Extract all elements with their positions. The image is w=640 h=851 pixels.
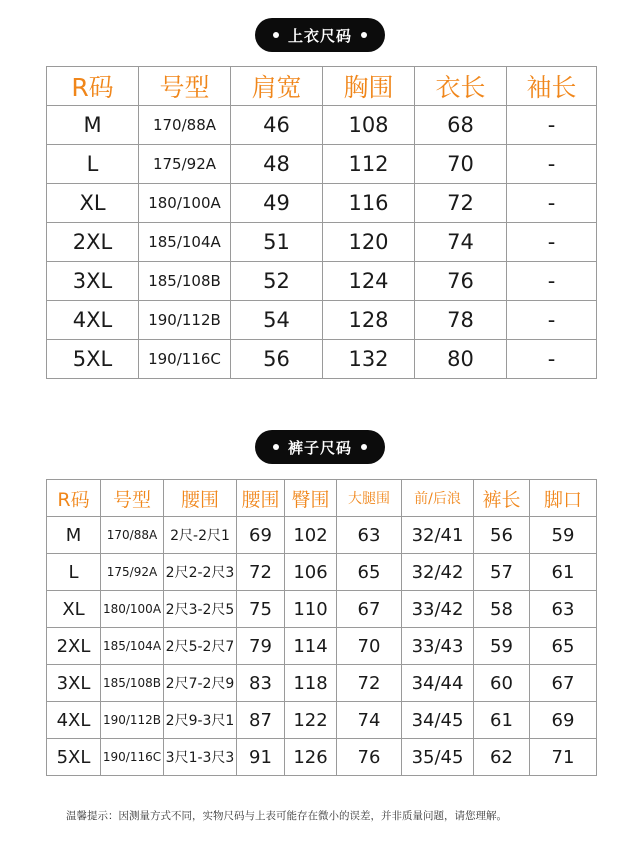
pants-size-header-cell: 前/后浪 (402, 480, 474, 517)
pants-size-cell: 122 (285, 702, 337, 739)
table-row (47, 554, 597, 591)
top-size-cell: 128 (323, 301, 415, 340)
pants-size-cell: 2尺3-2尺5 (164, 591, 237, 628)
top-size-cell: 80 (415, 340, 507, 379)
top-size-header-row (47, 67, 597, 106)
top-size-cell: - (507, 340, 597, 379)
pants-size-cell: 102 (285, 517, 337, 554)
top-size-cell: 170/88A (139, 106, 231, 145)
pants-size-cell: 34/45 (402, 702, 474, 739)
pants-size-cell: L (47, 554, 101, 591)
top-size-cell: 112 (323, 145, 415, 184)
pants-size-cell: 56 (474, 517, 530, 554)
pants-size-cell: 185/108B (101, 665, 164, 702)
pants-size-cell: 2XL (47, 628, 101, 665)
pants-size-cell: 61 (474, 702, 530, 739)
pants-size-cell: 32/41 (402, 517, 474, 554)
pants-size-cell: 34/44 (402, 665, 474, 702)
pants-size-cell: 110 (285, 591, 337, 628)
top-size-cell: 70 (415, 145, 507, 184)
pants-size-header-cell: 脚口 (530, 480, 597, 517)
top-size-cell: L (47, 145, 139, 184)
top-size-cell: 4XL (47, 301, 139, 340)
footnote-text: 温馨提示：因测量方式不同，实物尺码与上表可能存在微小的误差，并非质量问题，请您理解。 (66, 810, 507, 822)
top-size-cell: 74 (415, 223, 507, 262)
top-size-body (47, 106, 597, 379)
pants-size-title: 裤子尺码 (287, 438, 352, 457)
pants-size-cell: 60 (474, 665, 530, 702)
top-size-cell: 124 (323, 262, 415, 301)
pants-size-cell: 79 (237, 628, 285, 665)
top-size-cell: - (507, 184, 597, 223)
top-size-cell: 78 (415, 301, 507, 340)
top-size-cell: 52 (231, 262, 323, 301)
table-row (47, 628, 597, 665)
pants-size-cell: 35/45 (402, 739, 474, 776)
table-row (47, 106, 597, 145)
top-size-cell: 180/100A (139, 184, 231, 223)
pants-size-body (47, 517, 597, 776)
pants-size-table (46, 479, 597, 776)
pants-size-cell: 2尺5-2尺7 (164, 628, 237, 665)
pants-size-cell: 63 (530, 591, 597, 628)
pants-size-cell: M (47, 517, 101, 554)
top-size-header-cell: 袖长 (507, 67, 597, 106)
pants-size-cell: 87 (237, 702, 285, 739)
top-size-cell: 76 (415, 262, 507, 301)
pants-size-cell: 175/92A (101, 554, 164, 591)
pants-size-cell: 83 (237, 665, 285, 702)
pants-size-title-pill (255, 430, 385, 464)
bullet-dot-icon (361, 444, 367, 450)
pants-size-cell: 170/88A (101, 517, 164, 554)
top-size-cell: 46 (231, 106, 323, 145)
pants-size-cell: 3XL (47, 665, 101, 702)
pants-size-cell: 2尺7-2尺9 (164, 665, 237, 702)
top-size-header-cell: 号型 (139, 67, 231, 106)
top-size-cell: 49 (231, 184, 323, 223)
table-row (47, 145, 597, 184)
pants-size-cell: 71 (530, 739, 597, 776)
pants-size-cell: 75 (237, 591, 285, 628)
top-size-cell: - (507, 223, 597, 262)
pants-size-cell: 67 (337, 591, 402, 628)
pants-size-cell: 74 (337, 702, 402, 739)
top-size-header-cell: 衣长 (415, 67, 507, 106)
top-size-cell: 185/108B (139, 262, 231, 301)
top-size-cell: 72 (415, 184, 507, 223)
top-size-cell: - (507, 301, 597, 340)
top-size-cell: 2XL (47, 223, 139, 262)
top-size-cell: 108 (323, 106, 415, 145)
table-row (47, 301, 597, 340)
top-size-cell: 132 (323, 340, 415, 379)
pants-size-cell: 118 (285, 665, 337, 702)
pants-size-header-cell: R码 (47, 480, 101, 517)
pants-size-cell: 72 (337, 665, 402, 702)
pants-size-cell: 32/42 (402, 554, 474, 591)
pants-size-cell: 91 (237, 739, 285, 776)
table-row (47, 702, 597, 739)
pants-size-header-row (47, 480, 597, 517)
pants-size-cell: 58 (474, 591, 530, 628)
table-row (47, 665, 597, 702)
top-size-cell: 56 (231, 340, 323, 379)
pants-size-cell: 5XL (47, 739, 101, 776)
pants-size-cell: 76 (337, 739, 402, 776)
pants-size-cell: 69 (237, 517, 285, 554)
pants-size-cell: XL (47, 591, 101, 628)
pants-size-cell: 180/100A (101, 591, 164, 628)
pants-size-cell: 65 (337, 554, 402, 591)
top-size-cell: 185/104A (139, 223, 231, 262)
pants-size-cell: 2尺9-3尺1 (164, 702, 237, 739)
pants-size-cell: 67 (530, 665, 597, 702)
pants-size-header-cell: 裤长 (474, 480, 530, 517)
top-size-cell: 68 (415, 106, 507, 145)
top-size-header-cell: R码 (47, 67, 139, 106)
table-row (47, 184, 597, 223)
top-size-cell: M (47, 106, 139, 145)
top-size-cell: 51 (231, 223, 323, 262)
pants-size-cell: 3尺1-3尺3 (164, 739, 237, 776)
top-size-cell: - (507, 106, 597, 145)
top-size-cell: 5XL (47, 340, 139, 379)
table-row (47, 262, 597, 301)
top-size-title: 上衣尺码 (287, 26, 352, 45)
pants-size-cell: 59 (530, 517, 597, 554)
pants-size-header-cell: 号型 (101, 480, 164, 517)
pants-size-cell: 62 (474, 739, 530, 776)
top-size-cell: 116 (323, 184, 415, 223)
top-size-cell: - (507, 145, 597, 184)
pants-size-cell: 114 (285, 628, 337, 665)
pants-size-cell: 33/43 (402, 628, 474, 665)
top-size-cell: 120 (323, 223, 415, 262)
top-size-cell: 190/116C (139, 340, 231, 379)
pants-size-cell: 65 (530, 628, 597, 665)
top-size-cell: 3XL (47, 262, 139, 301)
top-size-header-cell: 肩宽 (231, 67, 323, 106)
table-row (47, 340, 597, 379)
pants-size-cell: 185/104A (101, 628, 164, 665)
top-size-cell: - (507, 262, 597, 301)
pants-size-cell: 190/116C (101, 739, 164, 776)
pants-size-header-cell: 臀围 (285, 480, 337, 517)
top-size-cell: XL (47, 184, 139, 223)
pants-size-cell: 63 (337, 517, 402, 554)
pants-size-cell: 126 (285, 739, 337, 776)
top-size-cell: 48 (231, 145, 323, 184)
pants-size-cell: 72 (237, 554, 285, 591)
pants-size-cell: 33/42 (402, 591, 474, 628)
top-size-cell: 190/112B (139, 301, 231, 340)
pants-size-cell: 2尺-2尺1 (164, 517, 237, 554)
pants-size-cell: 61 (530, 554, 597, 591)
pants-size-cell: 106 (285, 554, 337, 591)
table-row (47, 517, 597, 554)
pants-size-cell: 57 (474, 554, 530, 591)
table-row (47, 739, 597, 776)
top-size-header-cell: 胸围 (323, 67, 415, 106)
pants-size-cell: 59 (474, 628, 530, 665)
table-row (47, 223, 597, 262)
bullet-dot-icon (273, 444, 279, 450)
bullet-dot-icon (273, 32, 279, 38)
pants-size-cell: 190/112B (101, 702, 164, 739)
pants-size-cell: 2尺2-2尺3 (164, 554, 237, 591)
top-size-title-pill (255, 18, 385, 52)
pants-size-header-cell: 腰围 (164, 480, 237, 517)
table-row (47, 591, 597, 628)
pants-size-header-cell: 腰围 (237, 480, 285, 517)
pants-size-cell: 69 (530, 702, 597, 739)
top-size-table (46, 66, 597, 379)
pants-size-cell: 4XL (47, 702, 101, 739)
top-size-cell: 54 (231, 301, 323, 340)
top-size-cell: 175/92A (139, 145, 231, 184)
pants-size-header-cell: 大腿围 (337, 480, 402, 517)
pants-size-cell: 70 (337, 628, 402, 665)
bullet-dot-icon (361, 32, 367, 38)
